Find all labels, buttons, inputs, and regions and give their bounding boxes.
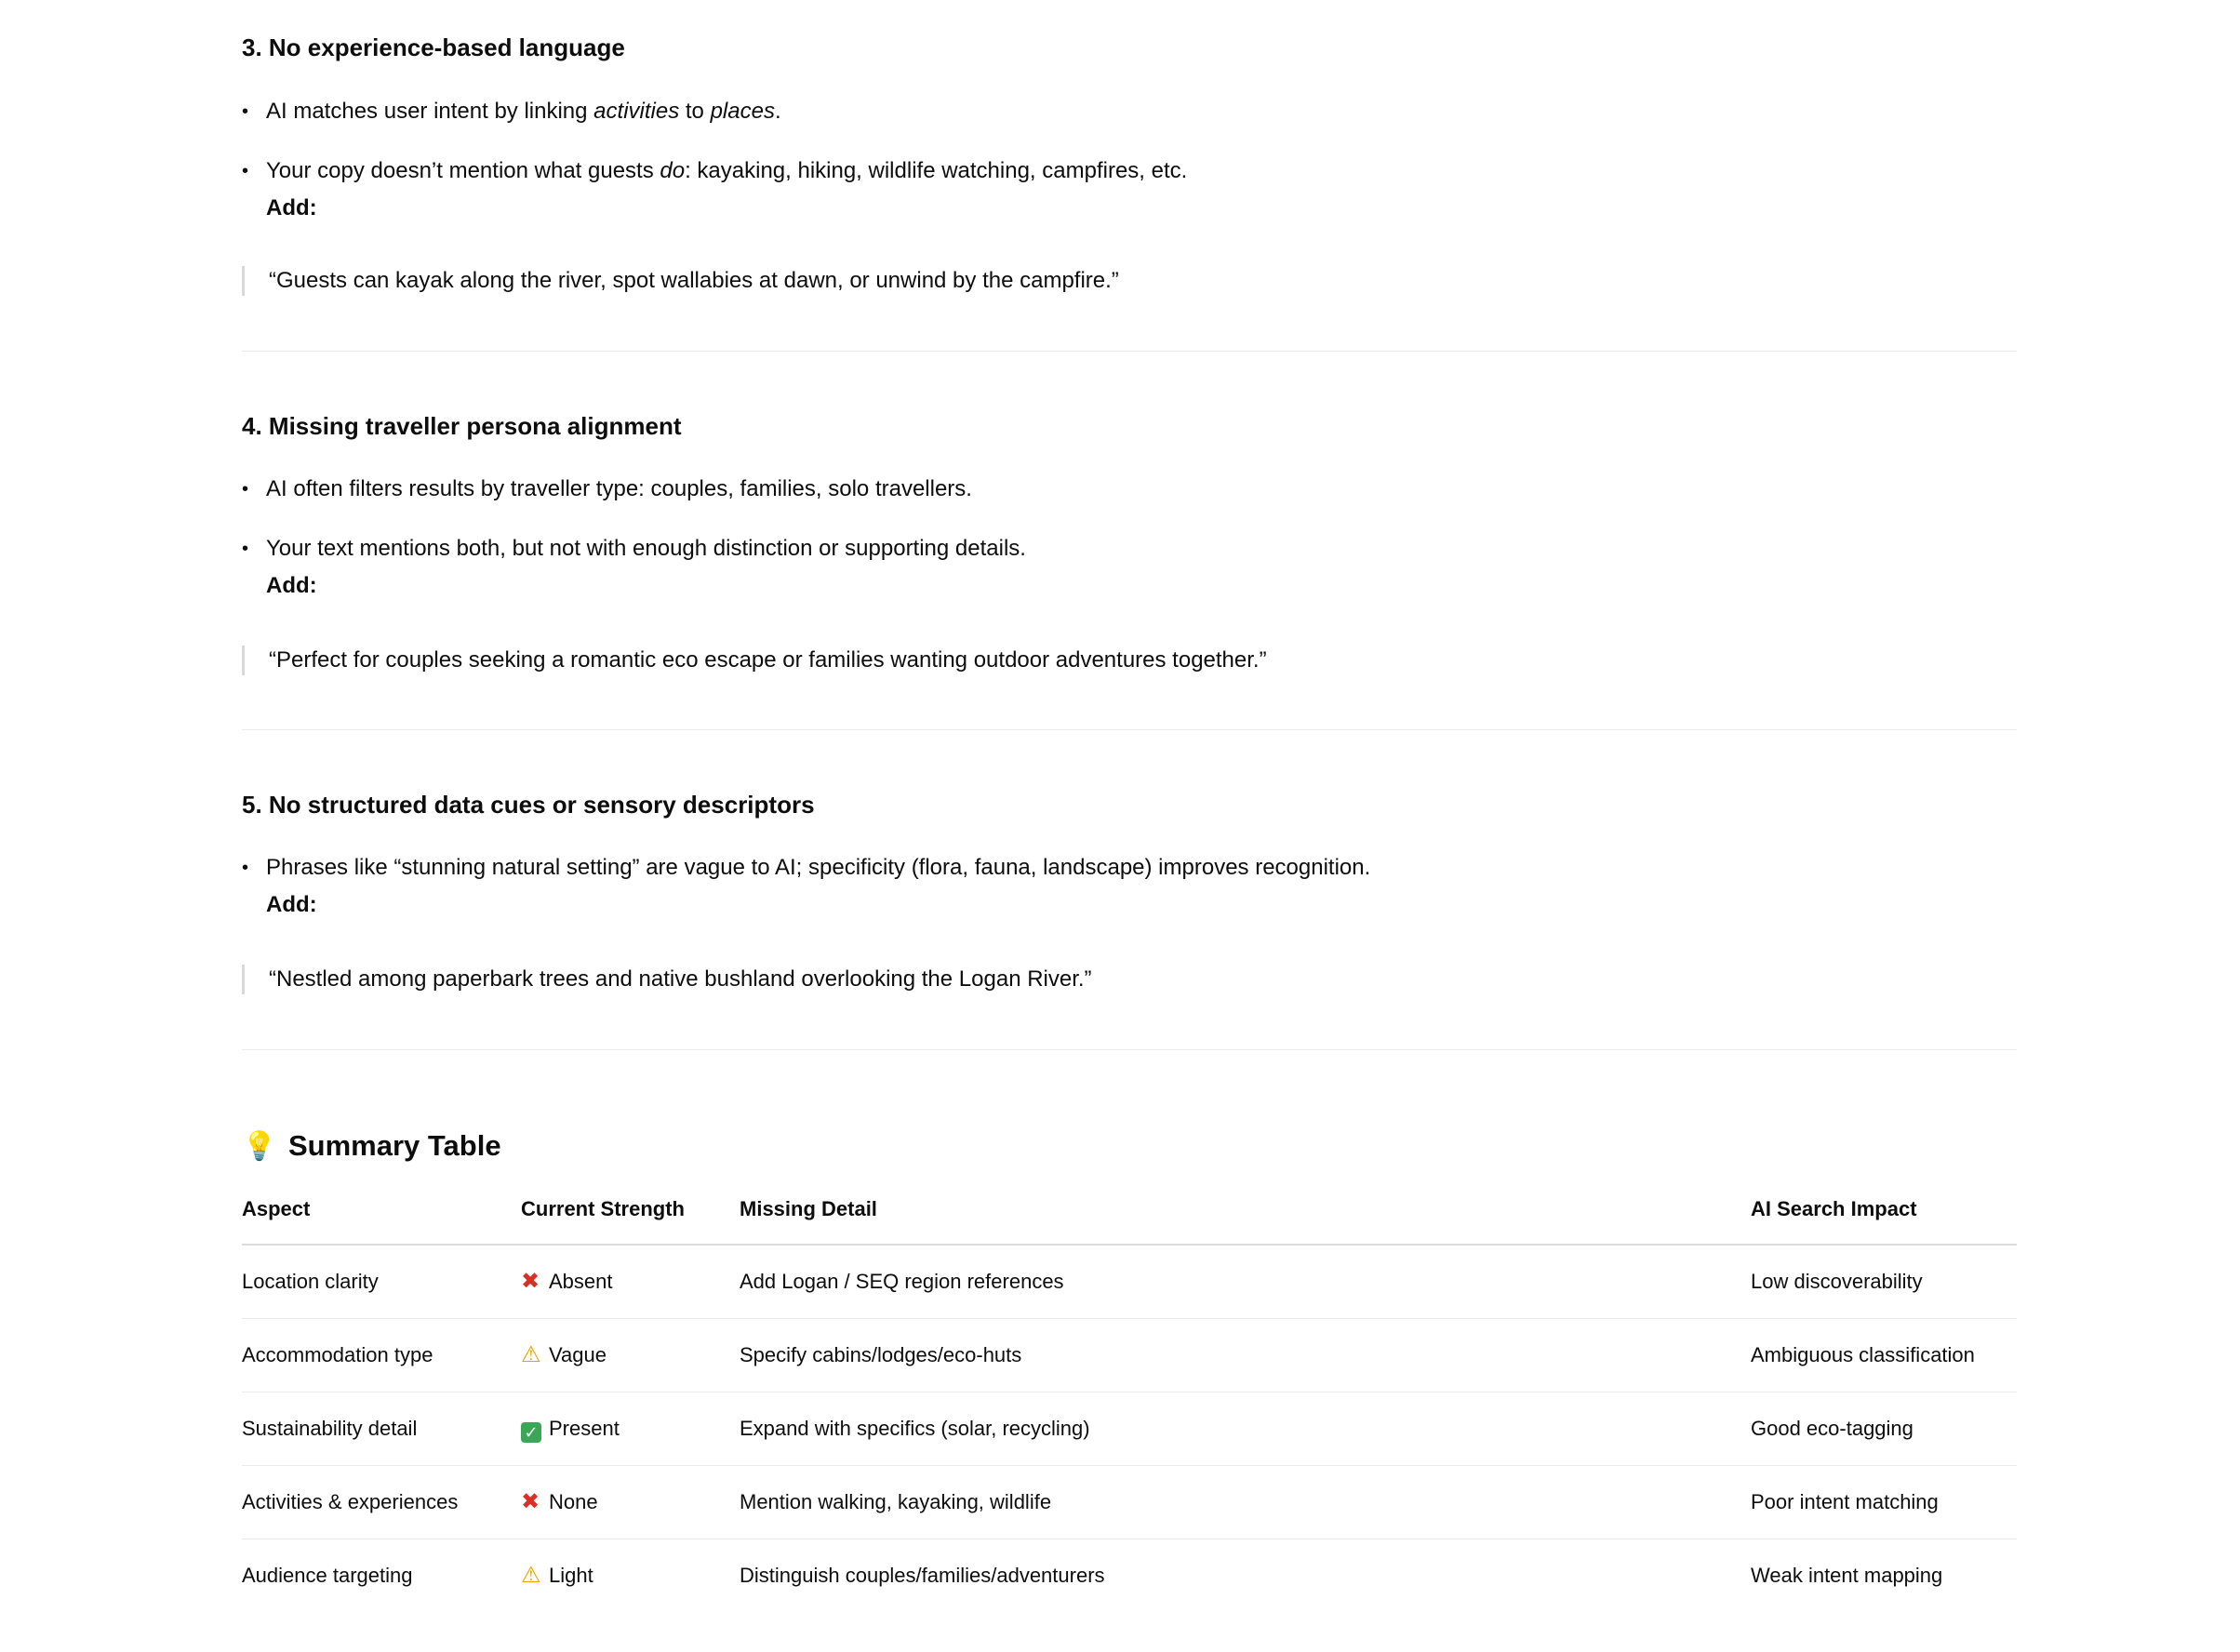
section-heading: 5. No structured data cues or sensory descriptors (242, 791, 815, 819)
cell-strength (521, 1392, 620, 1465)
section-heading: 3. No experience-based language (242, 33, 625, 61)
bullet-icon: • (242, 858, 249, 878)
cell-missing: Expand with specifics (solar, recycling) (740, 1417, 1090, 1440)
cell-impact: Weak intent mapping (1751, 1564, 1943, 1587)
table-row (242, 1539, 2017, 1612)
cell-strength (521, 1539, 593, 1612)
text-span: : kayaking, hiking, wildlife watching, campfires, etc. (685, 158, 1188, 183)
cell-impact: Good eco-tagging (1751, 1417, 1913, 1440)
summary-table (242, 1179, 2017, 1612)
summary-title: Summary Table (288, 1128, 501, 1162)
cell-aspect: Sustainability detail (242, 1417, 418, 1440)
check-icon: ✓ (521, 1422, 541, 1443)
text-span: . (774, 99, 781, 124)
warning-icon: ⚠ (521, 1342, 541, 1367)
cell-missing: Specify cabins/lodges/eco-huts (740, 1343, 1022, 1366)
cross-icon: ✖ (521, 1489, 540, 1514)
divider (242, 351, 2017, 352)
divider (242, 729, 2017, 730)
table-row (242, 1319, 2017, 1392)
blockquote: “Nestled among paperbark trees and native bushland overlooking the Logan River.” (242, 965, 1092, 994)
cell-aspect: Audience targeting (242, 1564, 413, 1587)
cell-aspect: Activities & experiences (242, 1490, 459, 1513)
text-span: to (679, 99, 711, 124)
strength-label: Vague (549, 1343, 607, 1366)
table-row (242, 1466, 2017, 1539)
add-label: Add: (266, 195, 317, 220)
blockquote: “Guests can kayak along the river, spot wallabies at dawn, or unwind by the campfire.” (242, 266, 1119, 296)
bullet-icon: • (242, 479, 249, 500)
lightbulb-icon: 💡 (242, 1130, 277, 1162)
table-row (242, 1246, 2017, 1319)
cell-impact: Poor intent matching (1751, 1490, 1939, 1513)
summary-table-heading (242, 1127, 501, 1166)
bullet-icon: • (242, 161, 249, 181)
column-header-missing: Missing Detail (740, 1197, 877, 1220)
emphasis: places (710, 99, 775, 124)
table-row (242, 1392, 2017, 1466)
table-header-row (242, 1179, 2017, 1246)
bullet-icon: • (242, 539, 249, 559)
blockquote: “Perfect for couples seeking a romantic eco escape or families wanting outdoor adventures together.” (242, 646, 1267, 675)
cell-aspect: Accommodation type (242, 1343, 433, 1366)
cell-impact: Low discoverability (1751, 1270, 1923, 1293)
emphasis: do (660, 158, 686, 183)
cell-missing: Distinguish couples/families/adventurers (740, 1564, 1105, 1587)
column-header-aspect: Aspect (242, 1197, 311, 1220)
emphasis: activities (593, 99, 680, 124)
strength-label: None (549, 1490, 598, 1513)
cell-aspect: Location clarity (242, 1270, 379, 1293)
strength-label: Present (549, 1417, 620, 1440)
cell-impact: Ambiguous classification (1751, 1343, 1975, 1366)
column-header-impact: AI Search Impact (1751, 1197, 1917, 1220)
strength-label: Light (549, 1564, 593, 1587)
bullet-icon: • (242, 101, 249, 122)
cell-strength (521, 1246, 613, 1318)
column-header-strength: Current Strength (521, 1197, 685, 1220)
add-label: Add: (266, 573, 317, 598)
divider (242, 1049, 2017, 1050)
cross-icon: ✖ (521, 1269, 540, 1294)
section-heading: 4. Missing traveller persona alignment (242, 412, 682, 440)
warning-icon: ⚠ (521, 1563, 541, 1588)
cell-missing: Mention walking, kayaking, wildlife (740, 1490, 1052, 1513)
cell-strength (521, 1319, 607, 1392)
cell-missing: Add Logan / SEQ region references (740, 1270, 1064, 1293)
add-label: Add: (266, 892, 317, 917)
strength-label: Absent (549, 1270, 613, 1293)
text-span: Your copy doesn’t mention what guests (266, 158, 660, 183)
text-span: AI matches user intent by linking (266, 99, 594, 124)
page: 3. No experience-based language • AI matches user intent by linking activities to places. • Your copy doesn’t mention what guests do: kayaking, hiking, wildlife watching, campfires, etc. Add: “Guests can kayak along the river, spot wallabies at dawn, or unwind by the campfire.” 4. Missing traveller persona alignment • AI often filters results by traveller type: couples, families, solo travellers. • Your text mentions both, but not with enough distinction or supporting details. Add: “Perfect for couples seeking a romantic eco escape or families wanting outdoor adventures together.” 5. No structured data cues or sensory descriptors • Phrases like “stunning natural setting” are vague to AI; specificity (flora, fauna, landscape) improves recognition. Add: “Nestled among paperbark trees and native bushland overlooking the Logan River.” 💡 Summary Table Aspect Current Strength Missing Detail AI Search Impact Location clarity ✖ Absent Add Logan / SEQ region references Low discoverability Accommodation type ⚠ Vague Specify cabins/lodges/eco-huts Ambiguous classification Sustainability detail ✓ Present Expand with specifics (solar, recycling) Good eco-tagging Activities & experiences ✖ None Mention walking, kayaking, wildlife Poor intent matching Audience targeting ⚠ Light Distinguish couples/families/adventurers Weak intent mapping (0, 0, 2240, 1652)
cell-strength (521, 1466, 598, 1539)
